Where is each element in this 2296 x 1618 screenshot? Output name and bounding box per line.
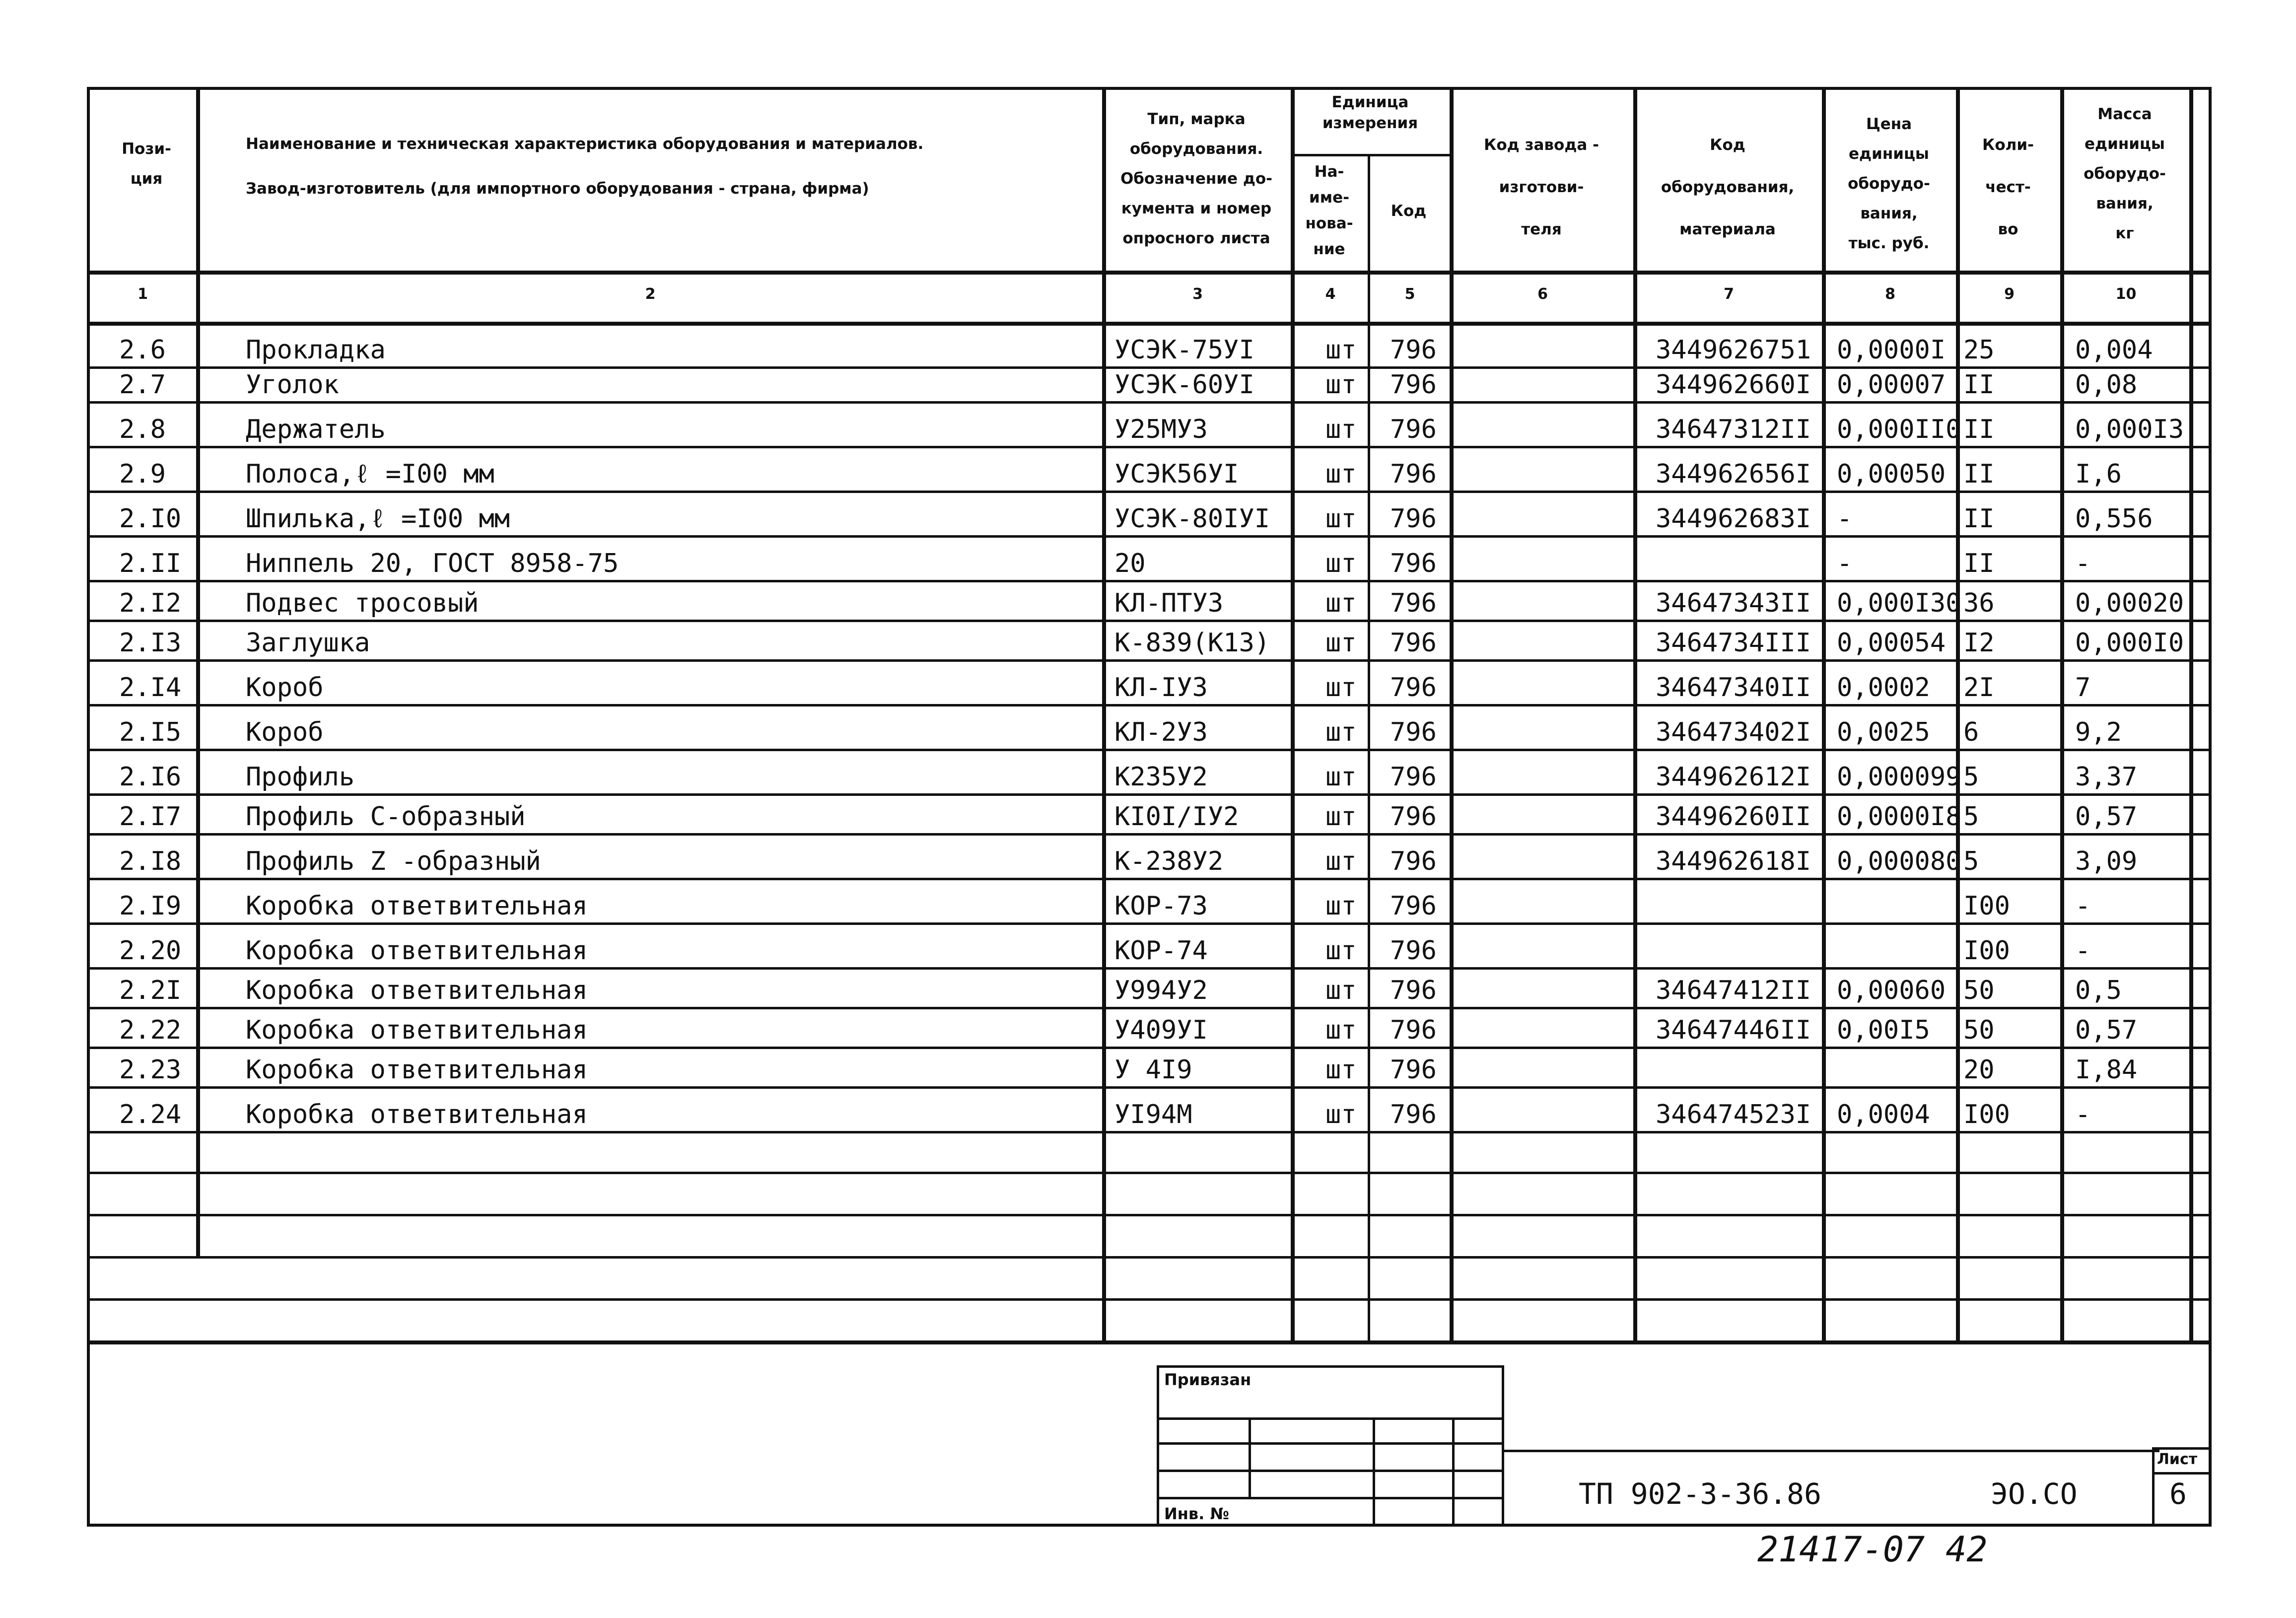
- type-cell: УСЭК56УI: [1114, 459, 1239, 489]
- type-cell: КЛ-ПТУ3: [1114, 588, 1224, 618]
- unit-code-cell: 796: [1390, 976, 1437, 1005]
- name-cell: Профиль Z -образный: [246, 846, 541, 876]
- unit-code-cell: 796: [1390, 370, 1437, 400]
- mass-cell: I,6: [2075, 459, 2122, 489]
- quantity-cell: 25: [1963, 335, 1995, 365]
- type-cell: УСЭК-80IУI: [1114, 504, 1270, 534]
- header-col7: Код оборудования, материала: [1661, 136, 1795, 238]
- unit-name-cell: шт: [1325, 504, 1357, 534]
- unit-code-cell: 796: [1390, 1055, 1437, 1085]
- equipment-code-cell: 34647340II: [1656, 673, 1811, 703]
- row-line: [87, 1214, 2212, 1216]
- name-cell: Заглушка: [246, 628, 370, 658]
- position-cell: 2.I0: [119, 504, 182, 534]
- quantity-cell: 50: [1963, 976, 1995, 1005]
- colnum-6: 6: [1537, 285, 1548, 303]
- mass-cell: -: [2075, 891, 2091, 921]
- unit-code-cell: 796: [1390, 846, 1437, 876]
- quantity-cell: II: [1963, 549, 1995, 578]
- position-cell: 2.I5: [119, 717, 182, 747]
- equipment-code-cell: 346474523I: [1656, 1100, 1811, 1129]
- unit-name-cell: шт: [1325, 762, 1357, 792]
- unit-code-cell: 796: [1390, 459, 1437, 489]
- colnum-2: 2: [645, 285, 656, 303]
- price-cell: 0,000099: [1837, 762, 1961, 792]
- name-cell: Коробка ответвительная: [246, 1100, 588, 1129]
- unit-code-cell: 796: [1390, 762, 1437, 792]
- quantity-cell: 6: [1963, 717, 1979, 747]
- unit-name-cell: шт: [1325, 717, 1357, 747]
- quantity-cell: 20: [1963, 1055, 1995, 1085]
- header-col9: Коли- чест- во: [1982, 136, 2034, 238]
- unit-name-cell: шт: [1325, 370, 1357, 400]
- type-cell: К-839(К13): [1114, 628, 1270, 658]
- type-cell: УI94М: [1114, 1100, 1192, 1129]
- equipment-code-cell: 34647343II: [1656, 588, 1811, 618]
- quantity-cell: 50: [1963, 1015, 1995, 1045]
- col-line-10: [2189, 87, 2193, 1343]
- header-col1: Пози- ция: [122, 140, 171, 188]
- type-cell: КЛ-2У3: [1114, 717, 1208, 747]
- unit-code-cell: 796: [1390, 335, 1437, 365]
- quantity-cell: II: [1963, 504, 1995, 534]
- quantity-cell: II: [1963, 459, 1995, 489]
- mass-cell: -: [2075, 549, 2091, 578]
- type-cell: УСЭК-60УI: [1114, 370, 1254, 400]
- unit-name-cell: шт: [1325, 335, 1357, 365]
- col-line-5: [1450, 87, 1454, 1343]
- mass-cell: 0,57: [2075, 802, 2138, 832]
- unit-code-cell: 796: [1390, 588, 1437, 618]
- position-cell: 2.II: [119, 549, 182, 578]
- colnum-bottom-line: [87, 322, 2212, 326]
- col-line-8: [1956, 87, 1960, 1343]
- unit-name-cell: шт: [1325, 1100, 1357, 1129]
- equipment-code-cell: 344962618I: [1656, 846, 1811, 876]
- quantity-cell: 5: [1963, 846, 1979, 876]
- name-cell: Шпилька,ℓ =I00 мм: [246, 504, 510, 534]
- price-cell: -: [1837, 504, 1853, 534]
- name-cell: Держатель: [246, 415, 386, 444]
- mass-cell: 0,000I3: [2075, 415, 2184, 444]
- row-line: [87, 1172, 2212, 1174]
- price-cell: 0,0004: [1837, 1100, 1930, 1129]
- unit-code-cell: 796: [1390, 504, 1437, 534]
- quantity-cell: 5: [1963, 802, 1979, 832]
- unit-name-cell: шт: [1325, 891, 1357, 921]
- position-cell: 2.7: [119, 370, 166, 400]
- equipment-code-cell: 344962660I: [1656, 370, 1811, 400]
- colnum-5: 5: [1404, 285, 1415, 303]
- name-cell: Профиль: [246, 762, 355, 792]
- header-col8: Цена единицы оборудо- вания, тыс. руб.: [1848, 115, 1930, 252]
- name-cell: Короб: [246, 673, 324, 703]
- position-cell: 2.6: [119, 335, 166, 365]
- header-col3: Тип, марка оборудования. Обозначение до- кумента и номер опросного листа: [1120, 110, 1273, 247]
- name-cell: Коробка ответвительная: [246, 891, 588, 921]
- unit-code-cell: 796: [1390, 673, 1437, 703]
- equipment-code-cell: 346473402I: [1656, 717, 1811, 747]
- header-col5: Код: [1391, 202, 1427, 220]
- equipment-code-cell: 34496260II: [1656, 802, 1811, 832]
- table-bottom-line: [87, 1340, 2212, 1344]
- quantity-cell: 2I: [1963, 673, 1995, 703]
- type-cell: 20: [1114, 549, 1146, 578]
- unit-name-cell: шт: [1325, 588, 1357, 618]
- type-cell: УСЭК-75УI: [1114, 335, 1254, 365]
- quantity-cell: II: [1963, 415, 1995, 444]
- unit-code-cell: 796: [1390, 628, 1437, 658]
- equipment-code-cell: 3449626751: [1656, 335, 1811, 365]
- header-col10: Масса единицы оборудо- вания, кг: [2084, 105, 2166, 242]
- name-cell: Ниппель 20, ГОСТ 8958-75: [246, 549, 619, 578]
- doc-code: ТП 902-3-36.86: [1579, 1477, 1821, 1511]
- mass-cell: 0,000I0: [2075, 628, 2184, 658]
- unit-name-cell: шт: [1325, 459, 1357, 489]
- name-cell: Коробка ответвительная: [246, 936, 588, 966]
- handwritten-number: 21417-07 42: [1757, 1529, 1988, 1570]
- colnum-7: 7: [1724, 285, 1734, 303]
- name-cell: Короб: [246, 717, 324, 747]
- row-line: [87, 1298, 2212, 1301]
- unit-subheader-line: [1291, 154, 1450, 156]
- position-cell: 2.I8: [119, 846, 182, 876]
- unit-code-cell: 796: [1390, 936, 1437, 966]
- unit-name-cell: шт: [1325, 1015, 1357, 1045]
- colnum-3: 3: [1192, 285, 1203, 303]
- unit-name-cell: шт: [1325, 628, 1357, 658]
- type-cell: У 4I9: [1114, 1055, 1192, 1085]
- price-cell: 0,00054: [1837, 628, 1946, 658]
- mass-cell: -: [2075, 936, 2091, 966]
- unit-name-cell: шт: [1325, 673, 1357, 703]
- mass-cell: 0,556: [2075, 504, 2153, 534]
- position-cell: 2.23: [119, 1055, 182, 1085]
- colnum-10: 10: [2115, 285, 2137, 303]
- equipment-code-cell: 344962612I: [1656, 762, 1811, 792]
- colnum-8: 8: [1885, 285, 1895, 303]
- unit-code-cell: 796: [1390, 1100, 1437, 1129]
- header-col6: Код завода - изготови- теля: [1484, 136, 1599, 238]
- unit-name-cell: шт: [1325, 802, 1357, 832]
- col-line-6: [1633, 87, 1637, 1343]
- unit-name-cell: шт: [1325, 549, 1357, 578]
- quantity-cell: I2: [1963, 628, 1995, 658]
- position-cell: 2.I4: [119, 673, 182, 703]
- unit-code-cell: 796: [1390, 891, 1437, 921]
- price-cell: 0,00050: [1837, 459, 1946, 489]
- position-cell: 2.I6: [119, 762, 182, 792]
- position-cell: 2.24: [119, 1100, 182, 1129]
- unit-name-cell: шт: [1325, 415, 1357, 444]
- sheet-line: [2152, 1472, 2212, 1475]
- quantity-cell: I00: [1963, 1100, 2010, 1129]
- price-cell: 0,00I5: [1837, 1015, 1930, 1045]
- mass-cell: 3,09: [2075, 846, 2138, 876]
- type-cell: У994У2: [1114, 976, 1208, 1005]
- mass-cell: 9,2: [2075, 717, 2122, 747]
- equipment-code-cell: 34647312II: [1656, 415, 1811, 444]
- equipment-code-cell: 34647446II: [1656, 1015, 1811, 1045]
- position-cell: 2.I9: [119, 891, 182, 921]
- section-code: ЭО.СО: [1991, 1477, 2078, 1511]
- equipment-code-cell: 34647412II: [1656, 976, 1811, 1005]
- name-cell: Коробка ответвительная: [246, 976, 588, 1005]
- price-cell: 0,0025: [1837, 717, 1930, 747]
- quantity-cell: I00: [1963, 936, 2010, 966]
- col-line-7: [1822, 87, 1826, 1343]
- unit-code-cell: 796: [1390, 802, 1437, 832]
- colnum-4: 4: [1325, 285, 1336, 303]
- unit-code-cell: 796: [1390, 717, 1437, 747]
- mass-cell: 0,57: [2075, 1015, 2138, 1045]
- mass-cell: 0,00020: [2075, 588, 2184, 618]
- unit-code-cell: 796: [1390, 415, 1437, 444]
- unit-name-cell: шт: [1325, 976, 1357, 1005]
- colnum-1: 1: [138, 285, 148, 303]
- name-cell: Уголок: [246, 370, 339, 400]
- name-cell: Коробка ответвительная: [246, 1015, 588, 1045]
- col-line-1: [196, 87, 200, 1256]
- inv-label: Инв. №: [1164, 1504, 1229, 1523]
- price-cell: 0,000II0: [1837, 415, 1961, 444]
- mass-cell: 7: [2075, 673, 2091, 703]
- name-cell: Подвес тросовый: [246, 588, 479, 618]
- name-cell: Профиль С-образный: [246, 802, 526, 832]
- type-cell: КЛ-IУ3: [1114, 673, 1208, 703]
- type-cell: У409УI: [1114, 1015, 1208, 1045]
- col-line-3: [1291, 87, 1295, 1343]
- price-cell: -: [1837, 549, 1853, 578]
- stamp-vline: [1452, 1417, 1455, 1527]
- type-cell: У25МУ3: [1114, 415, 1208, 444]
- privyazan-label: Привязан: [1164, 1370, 1252, 1389]
- colnum-9: 9: [2004, 285, 2015, 303]
- header-bottom-line: [87, 271, 2212, 275]
- price-cell: 0,00060: [1837, 976, 1946, 1005]
- title-line: [1504, 1450, 2159, 1452]
- unit-code-cell: 796: [1390, 549, 1437, 578]
- price-cell: 0,00007: [1837, 370, 1946, 400]
- quantity-cell: II: [1963, 370, 1995, 400]
- unit-name-cell: шт: [1325, 936, 1357, 966]
- position-cell: 2.9: [119, 459, 166, 489]
- unit-code-cell: 796: [1390, 1015, 1437, 1045]
- quantity-cell: 5: [1963, 762, 1979, 792]
- quantity-cell: 36: [1963, 588, 1995, 618]
- price-cell: 0,0000I: [1837, 335, 1946, 365]
- mass-cell: 3,37: [2075, 762, 2138, 792]
- quantity-cell: I00: [1963, 891, 2010, 921]
- header-col4: На- име- нова- ние: [1305, 163, 1353, 258]
- position-cell: 2.2I: [119, 976, 182, 1005]
- position-cell: 2.I3: [119, 628, 182, 658]
- price-cell: 0,000I30: [1837, 588, 1961, 618]
- name-cell: Прокладка: [246, 335, 386, 365]
- stamp-vline: [1373, 1417, 1375, 1527]
- price-cell: 0,0000I8: [1837, 802, 1961, 832]
- price-cell: 0,0002: [1837, 673, 1930, 703]
- mass-cell: 0,08: [2075, 370, 2138, 400]
- position-cell: 2.8: [119, 415, 166, 444]
- col-line-2: [1102, 87, 1106, 1343]
- name-cell: Полоса,ℓ =I00 мм: [246, 459, 494, 489]
- unit-name-cell: шт: [1325, 846, 1357, 876]
- header-unit-group: Единица измерения: [1322, 93, 1418, 132]
- mass-cell: 0,5: [2075, 976, 2122, 1005]
- header-col2: Наименование и техническая характеристика оборудования и материалов. Завод-изготовитель (для импортного оборудования - страна, фирма): [246, 135, 924, 198]
- type-cell: КОР-73: [1114, 891, 1208, 921]
- type-cell: К235У2: [1114, 762, 1208, 792]
- equipment-code-cell: 344962656I: [1656, 459, 1811, 489]
- position-cell: 2.22: [119, 1015, 182, 1045]
- sheet-number: 6: [2169, 1477, 2187, 1511]
- position-cell: 2.20: [119, 936, 182, 966]
- equipment-code-cell: 3464734III: [1656, 628, 1811, 658]
- type-cell: К-238У2: [1114, 846, 1224, 876]
- position-cell: 2.I7: [119, 802, 182, 832]
- position-cell: 2.I2: [119, 588, 182, 618]
- price-cell: 0,000080: [1837, 846, 1961, 876]
- type-cell: КI0I/IУ2: [1114, 802, 1239, 832]
- sheet-label: Лист: [2157, 1451, 2198, 1468]
- type-cell: КОР-74: [1114, 936, 1208, 966]
- unit-name-cell: шт: [1325, 1055, 1357, 1085]
- stamp-vline: [1249, 1417, 1251, 1497]
- name-cell: Коробка ответвительная: [246, 1055, 588, 1085]
- col-line-9: [2060, 87, 2064, 1343]
- mass-cell: I,84: [2075, 1055, 2138, 1085]
- row-line: [87, 1256, 2212, 1259]
- equipment-code-cell: 344962683I: [1656, 504, 1811, 534]
- mass-cell: 0,004: [2075, 335, 2153, 365]
- mass-cell: -: [2075, 1100, 2091, 1129]
